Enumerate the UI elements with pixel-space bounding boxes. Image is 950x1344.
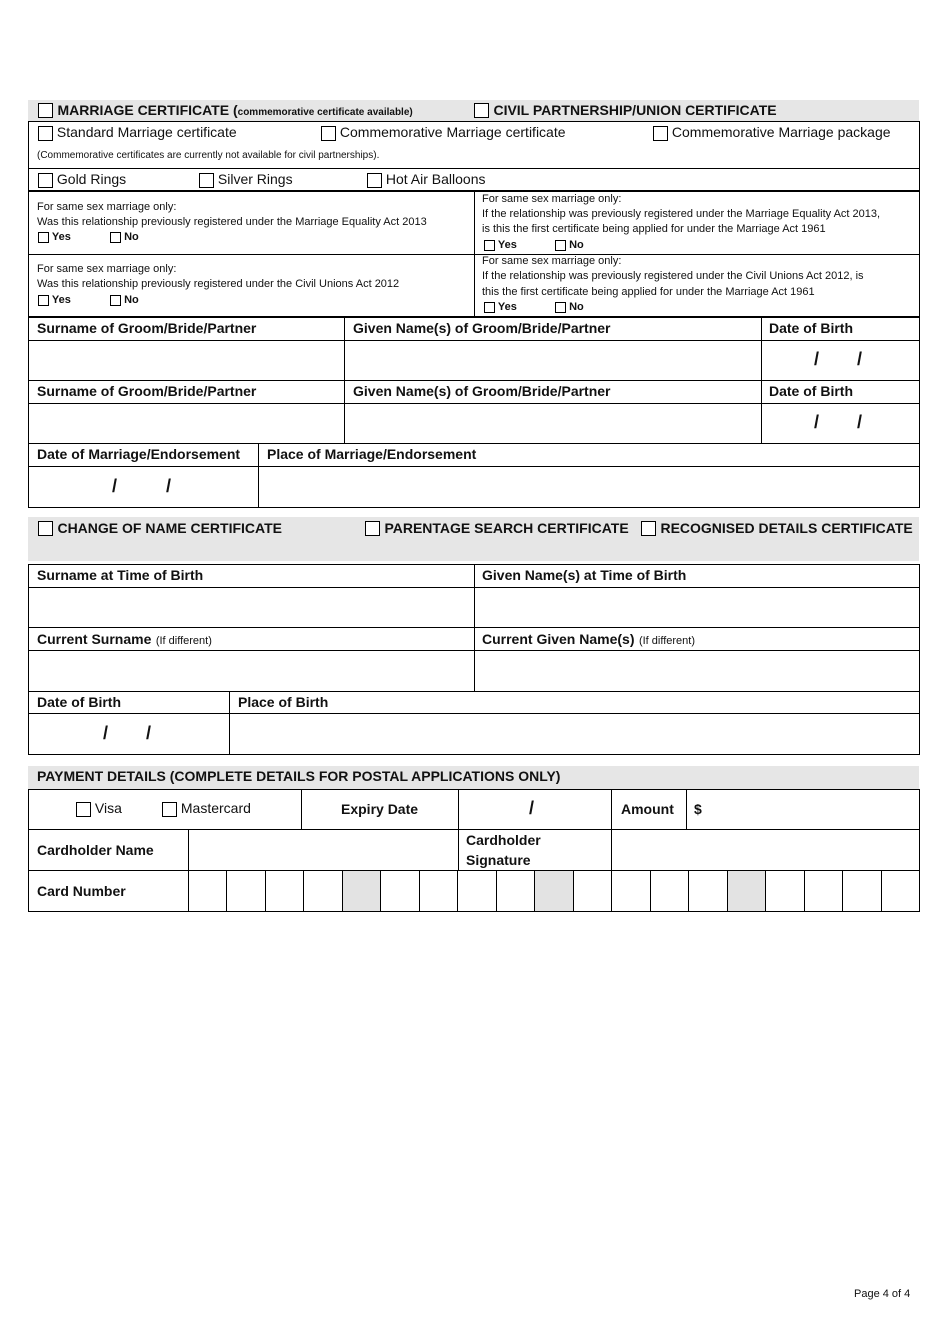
card-number-digit-field[interactable] [651, 871, 688, 911]
cell-divider [303, 870, 304, 911]
checkbox-icon[interactable] [110, 232, 121, 243]
q1-no[interactable]: No [110, 231, 139, 243]
surname-at-birth-field[interactable] [29, 588, 474, 627]
payment-header: PAYMENT DETAILS (COMPLETE DETAILS FOR POSTAL APPLICATIONS ONLY) [37, 768, 561, 784]
card-number-digit-field[interactable] [189, 871, 226, 911]
checkbox-icon[interactable] [484, 302, 495, 313]
parentage-search-option[interactable] [365, 520, 629, 538]
cell-divider [727, 870, 728, 911]
party1-surname-field[interactable] [29, 341, 344, 380]
cardholder-signature-label-1: Cardholder [466, 832, 541, 848]
date-separator: / [857, 349, 863, 369]
pob-field[interactable] [230, 714, 919, 754]
marriage-header-label: MARRIAGE CERTIFICATE ( [57, 102, 238, 118]
card-number-digit-field[interactable] [535, 871, 572, 911]
date-separator: / [529, 798, 535, 818]
gold-rings-option[interactable] [38, 171, 126, 188]
checkbox-icon[interactable] [38, 103, 53, 118]
option-label: Silver Rings [217, 171, 293, 187]
card-number-digit-field[interactable] [689, 871, 726, 911]
party2-dob-label: Date of Birth [769, 383, 853, 399]
date-separator: / [146, 723, 152, 743]
checkbox-icon[interactable] [38, 232, 49, 243]
hot-air-balloons-option[interactable] [367, 171, 486, 188]
cardholder-signature-label-2: Signature [466, 852, 531, 868]
party1-dob-label: Date of Birth [769, 320, 853, 336]
cell-divider [265, 870, 266, 911]
checkbox-icon[interactable] [38, 295, 49, 306]
party1-given-field[interactable] [345, 341, 761, 380]
checkbox-icon[interactable] [555, 302, 566, 313]
party1-given-label: Given Name(s) of Groom/Bride/Partner [353, 320, 611, 336]
page-number: Page 4 of 4 [854, 1288, 911, 1300]
option-label: Gold Rings [56, 171, 127, 187]
q2-text-line2: is this the first certificate being applied for under the Marriage Act 1961 [482, 223, 826, 235]
cardholder-name-label: Cardholder Name [37, 842, 154, 858]
date-of-marriage-label: Date of Marriage/Endorsement [37, 446, 241, 462]
q4-intro: For same sex marriage only: [482, 255, 622, 267]
checkbox-icon[interactable] [110, 295, 121, 306]
recognised-details-label: RECOGNISED DETAILS CERTIFICATE [660, 520, 913, 536]
cell-divider [804, 870, 805, 911]
party2-dob-field[interactable] [762, 404, 919, 443]
q2-yes[interactable]: Yes [484, 239, 517, 251]
current-surname-label: Current Surname (If different) [37, 631, 212, 647]
standard-marriage-option[interactable] [38, 124, 237, 141]
card-number-digit-field[interactable] [266, 871, 303, 911]
checkbox-icon[interactable] [38, 126, 53, 141]
cell-divider [380, 870, 381, 911]
expiry-date-field[interactable] [459, 790, 611, 829]
date-of-marriage-field[interactable] [29, 467, 258, 507]
amount-label: Amount [621, 801, 674, 817]
card-number-digit-field[interactable] [728, 871, 765, 911]
given-at-birth-field[interactable] [475, 588, 919, 627]
cell-divider [496, 870, 497, 911]
silver-rings-option[interactable] [199, 171, 293, 188]
checkbox-icon[interactable] [162, 802, 177, 817]
card-number-digit-field[interactable] [458, 871, 495, 911]
change-of-name-option[interactable] [38, 520, 282, 538]
civil-partnership-option[interactable] [474, 102, 777, 120]
checkbox-icon[interactable] [321, 126, 336, 141]
q4-no[interactable]: No [555, 301, 584, 313]
party2-given-field[interactable] [345, 404, 761, 443]
commemorative-package-option[interactable] [653, 124, 891, 141]
date-separator: / [112, 476, 118, 496]
visa-option[interactable]: Visa [76, 800, 122, 817]
change-of-name-label: CHANGE OF NAME CERTIFICATE [57, 520, 282, 536]
q4-text-line2: this the first certificate being applied for under the Marriage Act 1961 [482, 286, 815, 298]
cell-divider [765, 870, 766, 911]
cell-divider [842, 870, 843, 911]
q1-intro: For same sex marriage only: [37, 201, 177, 213]
party1-surname-label: Surname of Groom/Bride/Partner [37, 320, 257, 336]
recognised-details-option[interactable] [641, 520, 913, 538]
q2-intro: For same sex marriage only: [482, 193, 622, 205]
q3-text: Was this relationship previously registered under the Civil Unions Act 2012 [37, 278, 400, 290]
amount-field[interactable] [687, 790, 919, 829]
card-number-digit-field[interactable] [497, 871, 534, 911]
option-label: Commemorative Marriage certificate [339, 124, 566, 140]
card-number-digit-field[interactable] [343, 871, 380, 911]
dob-label: Date of Birth [37, 694, 121, 710]
commemorative-note: (Commemorative certificates are currently not available for civil partnerships). [37, 150, 380, 161]
card-number-digit-field[interactable] [420, 871, 457, 911]
card-number-label: Card Number [37, 883, 126, 899]
q3-intro: For same sex marriage only: [37, 263, 177, 275]
cell-divider [226, 870, 227, 911]
date-separator: / [814, 349, 820, 369]
checkbox-icon[interactable] [653, 126, 668, 141]
card-number-digit-field[interactable] [227, 871, 264, 911]
q1-yes[interactable]: Yes [38, 231, 71, 243]
pob-label: Place of Birth [238, 694, 329, 710]
q1-text: Was this relationship previously registered under the Marriage Equality Act 2013 [37, 216, 427, 228]
checkbox-icon[interactable] [199, 173, 214, 188]
mastercard-option[interactable]: Mastercard [162, 800, 251, 817]
cell-divider [650, 870, 651, 911]
checkbox-icon[interactable] [365, 521, 380, 536]
current-given-field[interactable] [475, 651, 919, 691]
card-number-digit-field[interactable] [304, 871, 341, 911]
date-separator: / [103, 723, 109, 743]
date-separator: / [814, 412, 820, 432]
cell-divider [419, 870, 420, 911]
cell-divider [881, 870, 882, 911]
cardholder-signature-field[interactable] [612, 830, 919, 870]
dob-field[interactable] [29, 714, 229, 754]
marriage-header-note: commemorative certificate available) [237, 107, 413, 118]
date-separator: / [166, 476, 172, 496]
card-number-digit-field[interactable] [381, 871, 418, 911]
card-number-digit-field[interactable] [805, 871, 842, 911]
marriage-certificate-option[interactable] [38, 102, 413, 120]
civil-partnership-label: CIVIL PARTNERSHIP/UNION CERTIFICATE [493, 102, 777, 118]
given-at-birth-label: Given Name(s) at Time of Birth [482, 567, 687, 583]
place-of-marriage-field[interactable] [259, 467, 919, 507]
checkbox-icon[interactable] [555, 240, 566, 251]
cardholder-name-field[interactable] [189, 830, 458, 870]
checkbox-icon[interactable] [38, 173, 53, 188]
expiry-date-label: Expiry Date [341, 801, 419, 817]
parentage-search-label: PARENTAGE SEARCH CERTIFICATE [384, 520, 629, 536]
cell-divider [457, 870, 458, 911]
checkbox-icon[interactable] [484, 240, 495, 251]
q2-no[interactable]: No [555, 239, 584, 251]
q3-yes[interactable]: Yes [38, 294, 71, 306]
party1-dob-field[interactable] [762, 341, 919, 380]
place-of-marriage-label: Place of Marriage/Endorsement [267, 446, 477, 462]
party2-surname-field[interactable] [29, 404, 344, 443]
date-separator: / [857, 412, 863, 432]
commemorative-marriage-option[interactable] [321, 124, 566, 141]
party2-given-label: Given Name(s) of Groom/Bride/Partner [353, 383, 611, 399]
current-given-label: Current Given Name(s) (If different) [482, 631, 695, 647]
cell-divider [573, 870, 574, 911]
current-surname-field[interactable] [29, 651, 474, 691]
cell-divider [342, 870, 343, 911]
party2-surname-label: Surname of Groom/Bride/Partner [37, 383, 257, 399]
checkbox-icon[interactable] [38, 521, 53, 536]
checkbox-icon[interactable] [474, 103, 489, 118]
surname-at-birth-label: Surname at Time of Birth [37, 567, 204, 583]
cell-divider [534, 870, 535, 911]
option-label: Standard Marriage certificate [56, 124, 237, 140]
card-number-digit-field[interactable] [612, 871, 649, 911]
checkbox-icon[interactable] [641, 521, 656, 536]
card-number-digit-field[interactable] [766, 871, 803, 911]
dollar-sign: $ [694, 801, 702, 817]
checkbox-icon[interactable] [367, 173, 382, 188]
q2-text-line1: If the relationship was previously registered under the Marriage Equality Act 2013, [482, 208, 881, 220]
cell-divider [688, 870, 689, 911]
option-label: Commemorative Marriage package [671, 124, 891, 140]
card-number-digit-field[interactable] [574, 871, 611, 911]
checkbox-icon[interactable] [76, 802, 91, 817]
q3-no[interactable]: No [110, 294, 139, 306]
card-number-digit-field[interactable] [882, 871, 919, 911]
cell-divider [611, 870, 612, 911]
card-number-digit-field[interactable] [843, 871, 880, 911]
q4-yes[interactable]: Yes [484, 301, 517, 313]
option-label: Hot Air Balloons [385, 171, 486, 187]
q4-text-line1: If the relationship was previously registered under the Civil Unions Act 2012, is [482, 270, 864, 282]
